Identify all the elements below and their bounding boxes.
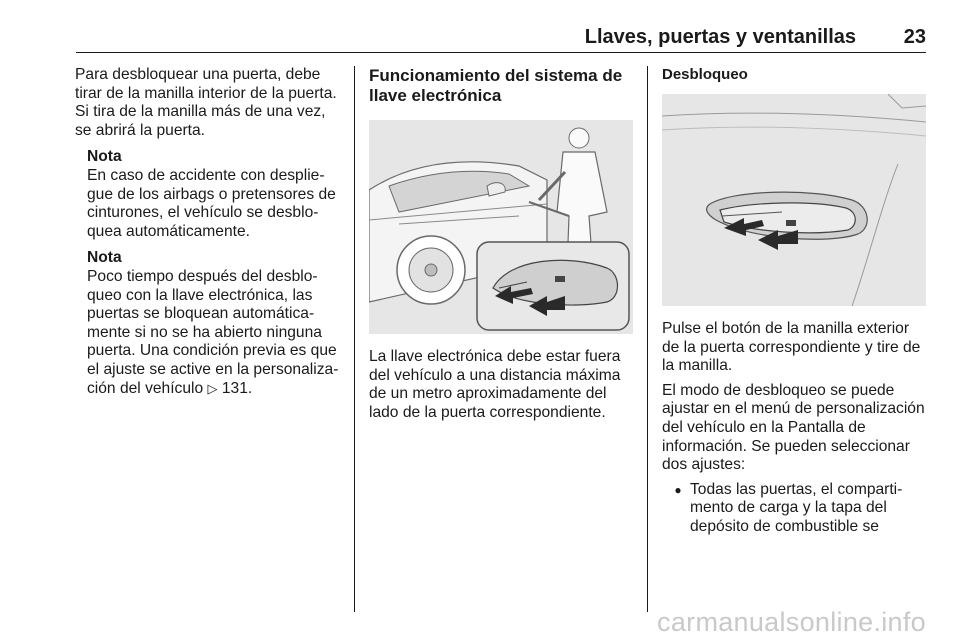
note-label: Nota xyxy=(87,148,122,166)
car-door-handle-illustration xyxy=(369,120,633,334)
paragraph-press-button: Pulse el botón de la manilla exterior de la puerta correspondiente y tire de la manilla. xyxy=(662,320,921,375)
section-heading-electronic-key: Funcionamiento del sistema de llave electrónica xyxy=(369,66,623,105)
column-divider xyxy=(354,66,355,612)
column-middle xyxy=(369,66,633,428)
column-right xyxy=(662,66,926,537)
page-number: 23 xyxy=(903,26,926,48)
note-autolock xyxy=(87,249,343,398)
note-airbag xyxy=(87,148,343,241)
note-text: Poco tiempo después del desbloqueo con la llave electrónica, las puertas se bloquean automáticamente si no se ha abierto ninguna puerta. Una condición previa es que el ajuste se active en la personalización del vehículo xyxy=(87,267,339,397)
list-item xyxy=(666,481,926,537)
column-divider xyxy=(647,66,648,612)
note-text: En caso de accidente con despliegue de los airbags o pretensores de cinturones, el vehículo se desbloquea automáticamente. xyxy=(87,166,336,240)
paragraph-key-distance: La llave electrónica debe estar fuera del vehículo a una distancia máxima de un metro aproximadamente del lado de la puerta correspondiente. xyxy=(369,348,621,421)
paragraph-unlock-inside: Para desbloquear una puerta, debe tirar de la manilla interior de la puerta. Si tira de la manilla más de una vez, se abrirá la puerta. xyxy=(75,66,337,139)
section-heading-unlock: Desbloqueo xyxy=(662,66,748,83)
paragraph-unlock-mode: El modo de desbloqueo se puede ajustar en el menú de personalización del vehículo en la Pantalla de información. Se pueden seleccionar dos ajustes: xyxy=(662,381,925,474)
list-item-text: Todas las puertas, el compartimento de carga y la tapa del depósito de combustible se xyxy=(690,480,903,535)
watermark-text: carmanualsonline.info xyxy=(657,607,926,637)
page-reference-link[interactable]: 131. xyxy=(221,379,253,397)
door-handle-illustration xyxy=(662,94,926,306)
bullet-icon: ● xyxy=(674,482,682,497)
note-label: Nota xyxy=(87,249,122,267)
section-title: Llaves, puertas y ventanillas xyxy=(584,26,856,48)
page-reference-icon: ▷ xyxy=(207,380,218,396)
page-header xyxy=(76,24,926,53)
column-left xyxy=(75,66,343,398)
